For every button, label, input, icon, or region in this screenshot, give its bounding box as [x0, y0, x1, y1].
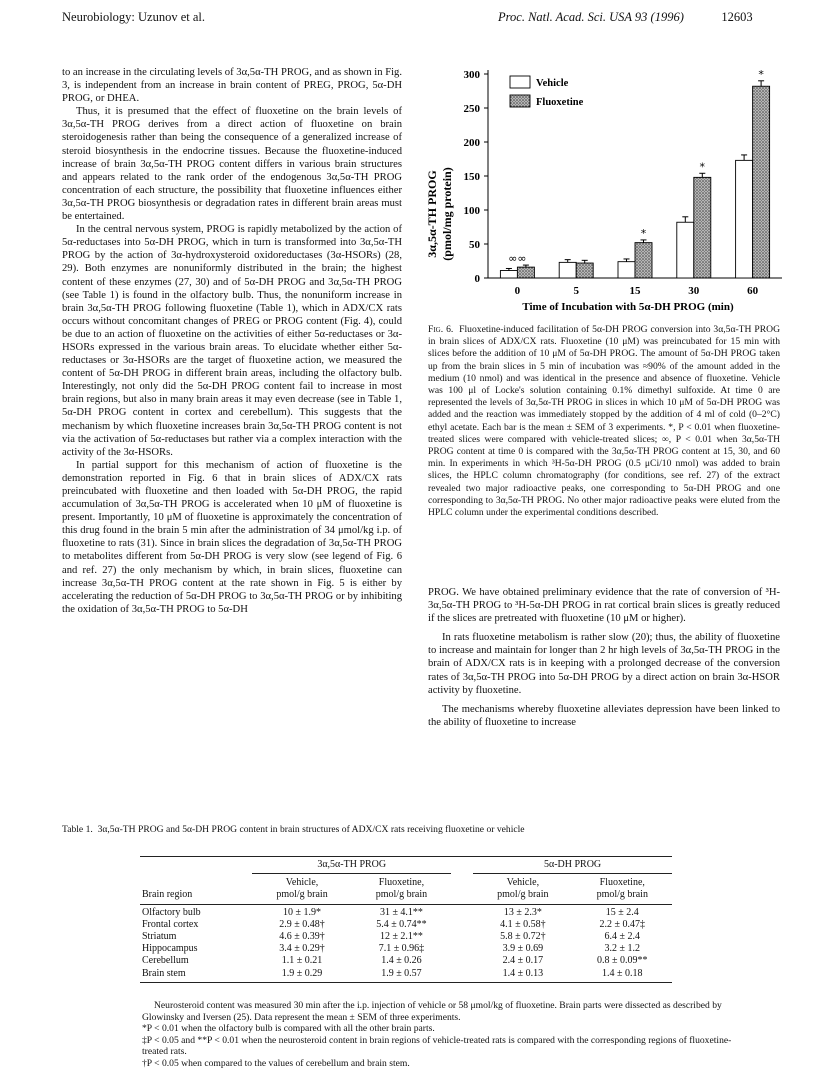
running-header-journal — [498, 10, 753, 25]
bar-fluoxetine — [576, 263, 593, 278]
paragraph: The mechanisms whereby fluoxetine alleviates depression have been linked to the ability of fluoxetine to increase — [428, 703, 780, 728]
table-row: Cerebellum 1.1 ± 0.21 1.4 ± 0.26 2.4 ± 0.17 0.8 ± 0.09** — [142, 955, 648, 967]
y-tick-label: 150 — [463, 171, 480, 183]
y-axis-label-line1: 3α,5α-TH PROG — [425, 170, 439, 258]
x-tick-label: 0 — [514, 285, 521, 297]
figure-caption — [428, 324, 780, 519]
figure-6 — [420, 60, 790, 316]
bar-chart — [420, 60, 790, 316]
y-tick-label: 0 — [474, 273, 480, 285]
bar-fluoxetine — [694, 177, 711, 278]
group-header-th-prog: 3α,5α-TH PROG — [252, 857, 451, 874]
y-tick-label: 100 — [463, 205, 480, 217]
column-header-region: Brain region — [140, 874, 252, 904]
table-1 — [140, 856, 672, 983]
bar-fluoxetine — [517, 267, 534, 278]
y-tick-label: 200 — [463, 137, 480, 149]
left-column-text — [62, 66, 402, 616]
bar-fluoxetine — [635, 243, 652, 278]
bar-vehicle — [677, 222, 694, 278]
paragraph: In the central nervous system, PROG is rapidly metabolized by the action of 5α-reductases into 5α-DH PROG, which in turn is transformed into 3α,5α-TH PROG by the action of 3α-hydroxysteroid oxidoreductases (3α-HSORs) (28, 29). Both enzymes are nonuniformly distributed in the brain; the highest content of these enzymes (27, 30) and of 5α-DH PROG and 3α,5α-TH PROG (see Table 1) is found in the olfactory bulb. Thus, the nonuniform increase in brain 3α,5α-TH PROG following fluoxetine (Table 1), which in ADX/CX rats occurs without concomitant changes of PREG or PROG content (Fig. 4), could be due to an action of fluoxetine on the activities of either 5α-reductases or 3α-HSORs expressed in the various brain areas. To elucidate whether either 5α-reductases or 3α-HSORs are the target of fluoxetine action, we measured the content of 5α-DH PROG in different brain areas, including the olfactory bulb. Interestingly, not only did the 5α-DH PROG content fail to increase in most brain regions, but also in many brain areas it may even decrease (see in Table 1, 5α-DH PROG content in cortex and cerebellum). This suggests that the mechanism by which fluoxetine increases brain 3α,5α-TH PROG content is not via the activation of 5α-reductases but rather via a complex interaction with the activity of the 3α-HSORs. — [62, 224, 402, 458]
column-header-fluoxetine: Fluoxetine, pmol/g brain — [573, 874, 672, 904]
footnote: *P < 0.01 when the olfactory bulb is compared with all the other brain parts. — [142, 1023, 435, 1035]
bar-vehicle — [500, 271, 517, 278]
table-row: Striatum 4.6 ± 0.39† 12 ± 2.1** 5.8 ± 0.72† 6.4 ± 2.4 — [142, 931, 641, 943]
y-tick-label: 50 — [469, 239, 480, 251]
legend-swatch — [510, 76, 530, 88]
footnote: †P < 0.05 when compared to the values of cerebellum and brain stem. — [142, 1057, 410, 1069]
page-number: 12603 — [721, 10, 753, 24]
x-tick-label: 15 — [629, 285, 641, 297]
column-header-fluoxetine: Fluoxetine, pmol/g brain — [352, 874, 451, 904]
paragraph: PROG. We have obtained preliminary evidence that the rate of conversion of ³H-3α,5α-TH PROG to ³H-5α-DH PROG in rat cortical brain slices is greatly reduced if the slices are pretreated with fluoxetine (10 μM or higher). — [428, 587, 780, 625]
legend-label: Fluoxetine — [536, 97, 584, 108]
footnote: Neurosteroid content was measured 30 min after the i.p. injection of vehicle or 58 μmol/kg of fluoxetine. Brain parts were dissected as described by Glowinsky and Iversen (25). Data represent the mean ± SEM of three experiments. — [142, 1000, 722, 1023]
paragraph: Thus, it is presumed that the effect of fluoxetine on the brain levels of 3α,5α-TH PROG derives from a direct action of fluoxetine on brain steroidogenesis rather than being the consequence of a generalized increase of steroid biosynthesis in the endocrine tissues. Because the fluoxetine-induced increase of brain 3α,5α-TH PROG content differs in various brain structures and appears related to the rank order of the endogenous 3α,5α-TH PROG concentration of each structure, the possibility that fluoxetine influences either 3α,5α-TH PROG biosynthesis or degradation rates in different brain areas must be entertained. — [62, 106, 402, 223]
footnote: ‡P < 0.05 and **P < 0.01 when the neurosteroid content in brain regions of vehicle-treated rats is compared with the corresponding regions of fluoxetine-treated rats. — [142, 1034, 732, 1058]
y-axis-label-line2: (pmol/mg protein) — [440, 167, 454, 261]
x-tick-label: 60 — [747, 285, 759, 297]
legend-swatch — [510, 95, 530, 107]
table-footnotes — [142, 1000, 732, 1070]
group-header-dh-prog: 5α-DH PROG — [473, 857, 672, 874]
paragraph: to an increase in the circulating levels of 3α,5α-TH PROG, and as shown in Fig. 3, is independent from an increase in brain content of PREG, PROG, 5α-DH PROG, or DHEA. — [62, 67, 402, 105]
significance-marker: * — [699, 160, 706, 174]
paragraph: In partial support for this mechanism of action of fluoxetine is the demonstration reported in Fig. 6 that in brain slices of ADX/CX rats preincubated with fluoxetine and then loaded with 5α-DH PROG, the rapid accumulation of 3α,5α-TH PROG is accelerated when 10 μM of fluoxetine is present. Importantly, 10 μM of fluoxetine is approximately the concentration of this drug found in the brain 5 min after the administration of 34 μmol/kg i.p. of fluoxetine to rats (31). Since in brain slices the degradation of 3α,5α-TH PROG to metabolites different from 5α-DH PROG is very slow (see legend of Fig. 6 and ref. 27) the only mechanism by which, in brain slices, fluoxetine can increase 3α,5α-TH PROG content at the rate shown in Fig. 5 is either by accelerating the reduction of 5α-DH PROG to 3α,5α-TH PROG or by inhibiting the oxidation of 3α,5α-TH PROG to 5α-DH — [62, 459, 402, 615]
table-row: Brain stem 1.9 ± 0.29 1.9 ± 0.57 1.4 ± 0.13 1.4 ± 0.18 — [140, 968, 672, 983]
table-row: Hippocampus 3.4 ± 0.29† 7.1 ± 0.96‡ 3.9 ± 0.69 3.2 ± 1.2 — [142, 943, 641, 955]
bar-fluoxetine — [753, 86, 770, 278]
bar-vehicle — [618, 262, 635, 278]
bar-vehicle — [736, 160, 753, 278]
y-tick-label: 250 — [463, 103, 480, 115]
x-tick-label: 30 — [688, 285, 700, 297]
journal-citation: Proc. Natl. Acad. Sci. USA 93 (1996) — [498, 10, 684, 24]
running-header-section: Neurobiology: Uzunov et al. — [62, 10, 206, 24]
significance-marker: * — [758, 67, 764, 81]
y-tick-label: 300 — [463, 69, 480, 81]
x-tick-label: 5 — [573, 285, 579, 297]
table-label: Table 1. — [62, 824, 93, 835]
bar-vehicle — [559, 262, 576, 278]
column-header-vehicle: Vehicle, pmol/g brain — [252, 874, 351, 904]
legend-label: Vehicle — [536, 78, 569, 89]
right-column-text — [428, 586, 780, 729]
table-caption-text: 3α,5α-TH PROG and 5α-DH PROG content in brain structures of ADX/CX rats receiving fluoxetine or vehicle — [97, 824, 525, 835]
x-axis-label: Time of Incubation with 5α-DH PROG (min) — [522, 301, 734, 313]
figure-label: Fig. 6. — [428, 324, 454, 335]
figure-caption-text: Fluoxetine-induced facilitation of 5α-DH PROG conversion into 3α,5α-TH PROG in brain slices of ADX/CX rats. Fluoxetine (10 μM) was preincubated for 15 min with slices before the addition of 10 μM of 5α-DH PROG. The amount of 5α-DH PROG taken up from the brain slices in 5 min of incubation was ≈90% of the amount added in the medium (10 nmol) and was identical in the presence and absence of fluoxetine. Vehicle was 100 μl of Locke's solution containing 0.1% dimethyl sulfoxide. At time 0 are represented the levels of 3α,5α-TH PROG in slices in which 10 μM of 5α-DH PROG was added and the reaction was immediately stopped by the addition of 4 ml of cold (0–2°C) ethyl acetate. Each bar is the mean ± SEM of 3 experiments. *, P < 0.01 when fluoxetine-treated slices were compared with vehicle-treated slices; ∞, P < 0.01 when 3α,5α-TH PROG content at time 0 is compared with the 3α,5α-TH PROG content at 15, 30, and 60 min. In experiments in which ³H-5α-DH PROG (0.5 μCi/10 nmol) was added to brain slices, the HPLC column chromatography (for conditions, see ref. 27) of the extract revealed two major radioactive peaks, one corresponding to 5α-DH PROG and one corresponding to 3α,5α-TH PROG. No other major radioactive peaks were eluted from the HPLC column under the experimental conditions described. — [428, 324, 780, 519]
table-caption — [62, 824, 762, 837]
column-header-vehicle: Vehicle, pmol/g brain — [473, 874, 572, 904]
paragraph: In rats fluoxetine metabolism is rather slow (20); thus, the ability of fluoxetine to increase and maintain for longer than 2 hr high levels of 3α,5α-TH PROG in the brain of ADX/CX rats is in keeping with a prolonged decrease of the conversion rates of 3α,5α-TH PROG into 5α-DH PROG by a direct action on brain 3α-HSOR activity by fluoxetine. — [428, 632, 780, 696]
table-row: Olfactory bulb 10 ± 1.9* 31 ± 4.1** 13 ± 2.3* 15 ± 2.4 — [142, 906, 639, 918]
significance-marker: * — [640, 226, 647, 240]
table-row: Frontal cortex 2.9 ± 0.48† 5.4 ± 0.74** 4.1 ± 0.58† 2.2 ± 0.47‡ — [142, 918, 646, 930]
significance-marker: ∞∞ — [508, 252, 527, 266]
